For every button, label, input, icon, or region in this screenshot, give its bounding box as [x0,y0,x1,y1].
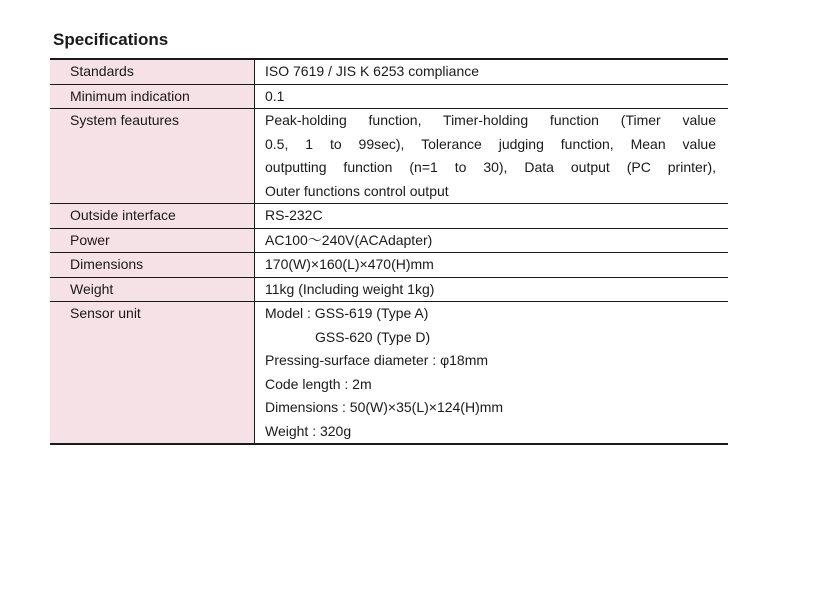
table-row [50,253,728,278]
row-value: Model : GSS-619 (Type A) GSS-620 (Type D) Pressing-surface diameter : φ18mm Code length : 2m Dimensions : 50(W)×35(L)×124(H)mm Weight : 320g [255,302,729,445]
row-label: Sensor unit [50,302,255,445]
table-row [50,277,728,302]
table-row [50,228,728,253]
table-row [50,302,728,445]
row-value: AC100〜240V(ACAdapter) [255,228,729,253]
row-label: Standards [50,59,255,84]
row-label: Power [50,228,255,253]
row-label: Weight [50,277,255,302]
row-value: ISO 7619 / JIS K 6253 compliance [265,63,480,79]
table-row [50,204,728,229]
page-title: Specifications [53,30,169,49]
row-value: 11kg (Including weight 1kg) [255,277,729,302]
row-label: Dimensions [50,253,255,278]
specifications-table [50,58,728,445]
row-value: 0.1 [255,84,729,109]
row-value: 170(W)×160(L)×470(H)mm [255,253,729,278]
table-row [50,84,728,109]
row-value: RS-232C [255,204,729,229]
row-label: Outside interface [50,204,255,229]
table-row [50,59,728,84]
row-label: System feautures [50,109,255,204]
row-label: Minimum indication [50,84,255,109]
row-value: Peak-holding function, Timer-holding function (Timer value 0.5, 1 to 99sec), Tolerance judging function, Mean value outputting function (n=1 to 30), Data output (PC printer), Outer functions control output [255,109,729,204]
table-row [50,109,728,204]
